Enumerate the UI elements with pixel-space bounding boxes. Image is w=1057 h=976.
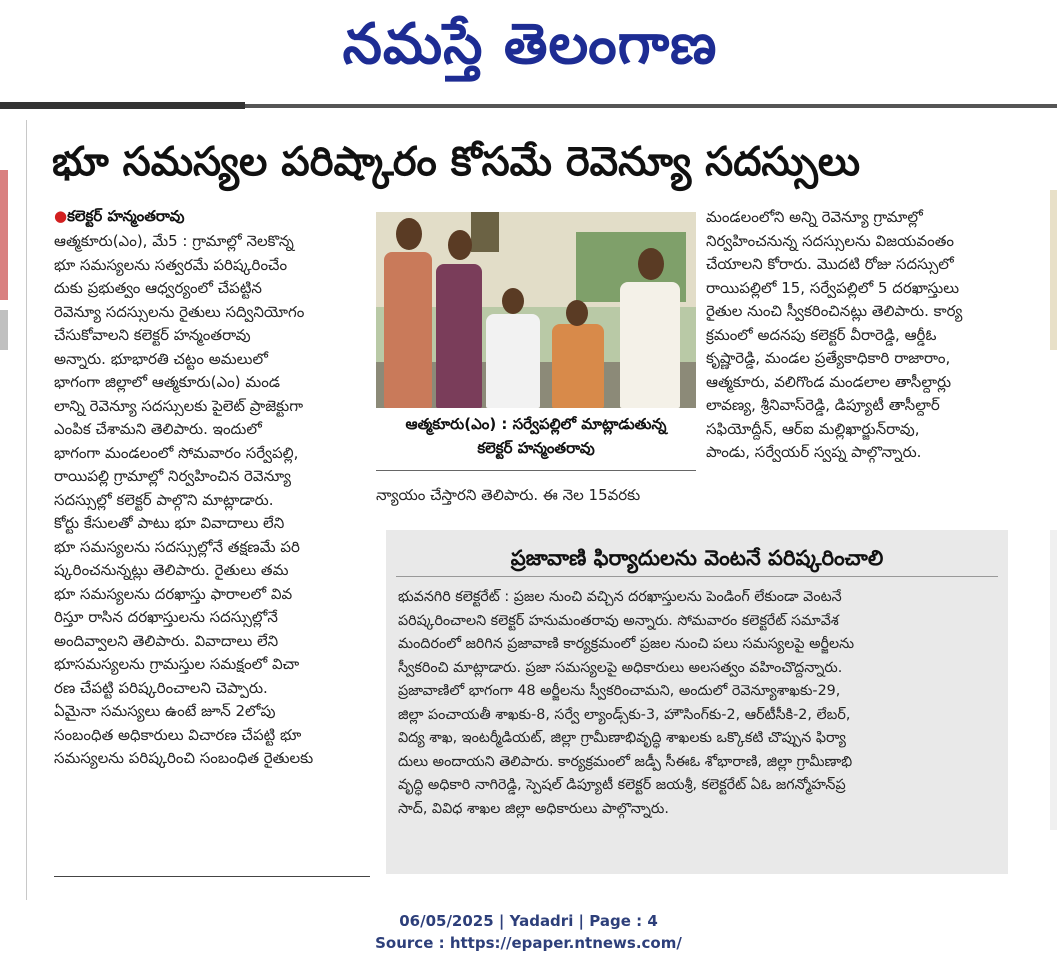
text-line: దుకు ప్రభుత్వం ఆధ్వర్యంలో చేపట్టిన — [54, 279, 262, 297]
text-line: అన్నారు. భూభారతి చట్టం అమలులో — [54, 349, 268, 368]
caption-line: కలెక్టర్ హన్మంతరావు — [477, 439, 595, 457]
text-line: రాయిపల్లిలో 15, సర్వేపల్లిలో 5 దరఖాస్తులు — [706, 278, 960, 297]
text-line: రైతుల నుంచి స్వీకరించినట్లు తెలిపారు. కార్య — [706, 302, 963, 320]
text-line: చేయాలని కోరారు. మొదటి రోజు సదస్సులో — [706, 255, 954, 273]
article-column-right — [706, 206, 1016, 510]
text-line: సమస్యలను పరిష్కరించి సంబంధిత రైతులకు — [54, 749, 314, 767]
text-line: అందివ్వాలని తెలిపారు. వివాదాలు లేని — [54, 631, 279, 650]
text-line: రిస్తూ రాసిన దరఖాస్తులను సదస్సుల్లోనే — [54, 608, 278, 626]
photo-person — [436, 264, 482, 408]
text-line: ప్రజావాణిలో భాగంగా 48 అర్జీలను స్వీకరించామని, అందులో రెవెన్యూశాఖకు-29, — [398, 683, 841, 699]
masthead — [0, 0, 1057, 100]
caption-line: ఆత్మకూరు(ఎం) : సర్వేపల్లిలో మాట్లాడుతున్న — [405, 415, 667, 433]
text-line: ఎంపిక చేశామని తెలిపారు. ఇందులో — [54, 420, 262, 438]
article-byline — [54, 204, 354, 228]
footer-source-link[interactable]: Source : https://epaper.ntnews.com/ — [375, 934, 682, 952]
byline-text: కలెక్టర్ హన్మంతరావు — [67, 207, 185, 225]
right-page-edge — [1046, 180, 1057, 880]
edge-fragment — [1050, 190, 1057, 350]
text-line: విద్య శాఖ, ఇంటర్మీడియట్, జిల్లా గ్రామీణాభివృద్ధి శాఖలకు ఒక్కొకటి చొప్పున ఫిర్యా — [398, 730, 846, 746]
text-line: భూ సమస్యలను సదస్సుల్లోనే తక్షణమే పరి — [54, 537, 300, 556]
box-body — [398, 586, 998, 868]
article-continued-line: న్యాయం చేస్తారని తెలిపారు. ఈ నెల 15వరకు — [376, 486, 641, 504]
text-line: భువనగిరి కలెక్టరేట్ : ప్రజల నుంచి వచ్చిన దరఖాస్తులను పెండింగ్ లేకుండా వెంటనే — [398, 589, 842, 605]
article-photo — [376, 212, 696, 408]
text-line: క్రమంలో అదనపు కలెక్టర్ వీరారెడ్డి, ఆర్డీఓ — [706, 325, 937, 344]
newspaper-title: నమస్తే తెలంగాణ — [342, 12, 718, 77]
text-line: సదస్సుల్లో కలెక్టర్ పాల్గొని మాట్లాడారు. — [54, 490, 274, 509]
text-line: భూ సమస్యలను దరఖాస్తు ఫారాలలో వివ — [54, 584, 293, 603]
text-line: జిల్లా పంచాయతీ శాఖకు-8, సర్వే ల్యాండ్స్‌కు-3, హౌసింగ్‌కు-2, ఆర్‌టీసీకి-2, లేబర్, — [398, 706, 851, 723]
footer-date-page: 06/05/2025 | Yadadri | Page : 4 — [399, 912, 658, 930]
column-rule — [54, 876, 370, 877]
photo-caption — [376, 412, 696, 468]
text-line: సాద్, వివిధ శాఖల జిల్లా అధికారులు పాల్గొన్నారు. — [398, 800, 669, 817]
text-line: పరిష్కరించాలని కలెక్టర్ హనుమంతరావు అన్నారు. సోమవారం కలెక్టరేట్ సమావేశ — [398, 612, 839, 629]
text-line: భాగంగా జిల్లాలో ఆత్మకూరు(ఎం) మండ — [54, 373, 280, 391]
edge-fragment — [1050, 530, 1057, 830]
text-line: భూ సమస్యలను సత్వరమే పరిష్కరించేం — [54, 255, 288, 274]
photo-head — [566, 300, 588, 326]
photo-person — [552, 324, 604, 408]
text-line: భాగంగా మండలంలో సోమవారం సర్వేపల్లి, — [54, 443, 299, 462]
bullet-icon: ● — [54, 207, 68, 225]
photo-person — [486, 314, 540, 408]
masthead-rule — [245, 104, 1057, 108]
photo-head — [638, 248, 664, 280]
text-line: రణ చేపట్టి పరిష్కరించాలని చెప్పారు. — [54, 678, 268, 697]
text-line: లావణ్య, శ్రీనివాస్‌రెడ్డి, డిప్యూటీ తాసీల్దార్ — [706, 396, 940, 414]
photo-head — [502, 288, 524, 314]
sidebar-news-box — [386, 530, 1008, 874]
text-line: భూసమస్యలను గ్రామస్తుల సమక్షంలో విచా — [54, 655, 300, 673]
text-line: కోర్టు కేసులతో పాటు భూ వివాదాలు లేని — [54, 514, 285, 532]
text-line: ఏమైనా సమస్యలు ఉంటే జూన్ 2లోపు — [54, 702, 276, 720]
photo-head — [448, 230, 472, 260]
text-line: కృష్ణారెడ్డి, మండల ప్రత్యేకాధికారి రాజారాం, — [706, 349, 951, 367]
text-line: పాండు, సర్వేయర్ స్వప్న పాల్గొన్నారు. — [706, 443, 922, 461]
photo-board — [471, 212, 499, 252]
text-line: వృద్ధి అధికారి నాగిరెడ్డి, స్పెషల్ డిప్యూటీ కలెక్టర్ జయశ్రీ, కలెక్టరేట్ ఏఓ జగన్మోహన్‌ప్ర — [398, 777, 846, 793]
article-headline: భూ సమస్యల పరిష్కారం కోసమే రెవెన్యూ సదస్సులు — [52, 139, 861, 185]
article-column-left — [54, 230, 368, 870]
text-line: రాయిపల్లి గ్రామాల్లో నిర్వహించిన రెవెన్యూ — [54, 467, 292, 485]
text-line: నిర్వహించనున్న సదస్సులను విజయవంతం — [706, 231, 954, 250]
photo-person — [620, 282, 680, 408]
masthead-rule-dark — [0, 102, 245, 109]
photo-head — [396, 218, 422, 250]
text-line: లాన్ని రెవెన్యూ సదస్సులకు పైలెట్ ప్రాజెక్టుగా — [54, 396, 304, 415]
edge-fragment — [0, 310, 8, 350]
text-line: దులు అందాయని తెలిపారు. కార్యక్రమంలో జడ్పీ సీఈఓ శోభారాణి, జిల్లా గ్రామీణాభి — [398, 753, 853, 770]
epaper-footer — [0, 910, 1057, 960]
text-line: మందిరంలో జరిగిన ప్రజావాణి కార్యక్రమంలో ప్రజల నుంచి పలు సమస్యలపై అర్జీలను — [398, 636, 855, 652]
text-line: ష్కరించనున్నట్లు తెలిపారు. రైతులు తమ — [54, 561, 289, 579]
text-line: సంబంధిత అధికారులు విచారణ చేపట్టి భూ — [54, 725, 302, 744]
photo-person — [384, 252, 432, 408]
text-line: ఆత్మకూరు, వలిగొండ మండలాల తాసీల్దార్లు — [706, 372, 952, 391]
box-headline: ప్రజావాణి ఫిర్యాదులను వెంటనే పరిష్కరించాలి — [510, 546, 884, 570]
text-line: స్వీకరించి మాట్లాడారు. ప్రజా సమస్యలపై అధికారులు అలసత్వం వహించొద్దన్నారు. — [398, 659, 843, 676]
text-line: మండలంలోని అన్ని రెవెన్యూ గ్రామాల్లో — [706, 208, 923, 226]
box-rule — [396, 576, 998, 577]
text-line: చేసుకోవాలని కలెక్టర్ హన్మంతరావు — [54, 326, 251, 344]
text-line: రెవెన్యూ సదస్సులను రైతులు సద్వినియోగం — [54, 302, 305, 321]
text-line: ఆత్మకూరు(ఎం), మే5 : గ్రామాల్లో నెలకొన్న — [54, 232, 294, 250]
edge-fragment — [0, 170, 8, 300]
text-line: సఫియోద్దీన్, ఆర్ఐ మల్లిఖార్జున్‌రావు, — [706, 419, 920, 438]
left-page-edge — [0, 120, 27, 900]
caption-rule — [376, 470, 696, 471]
